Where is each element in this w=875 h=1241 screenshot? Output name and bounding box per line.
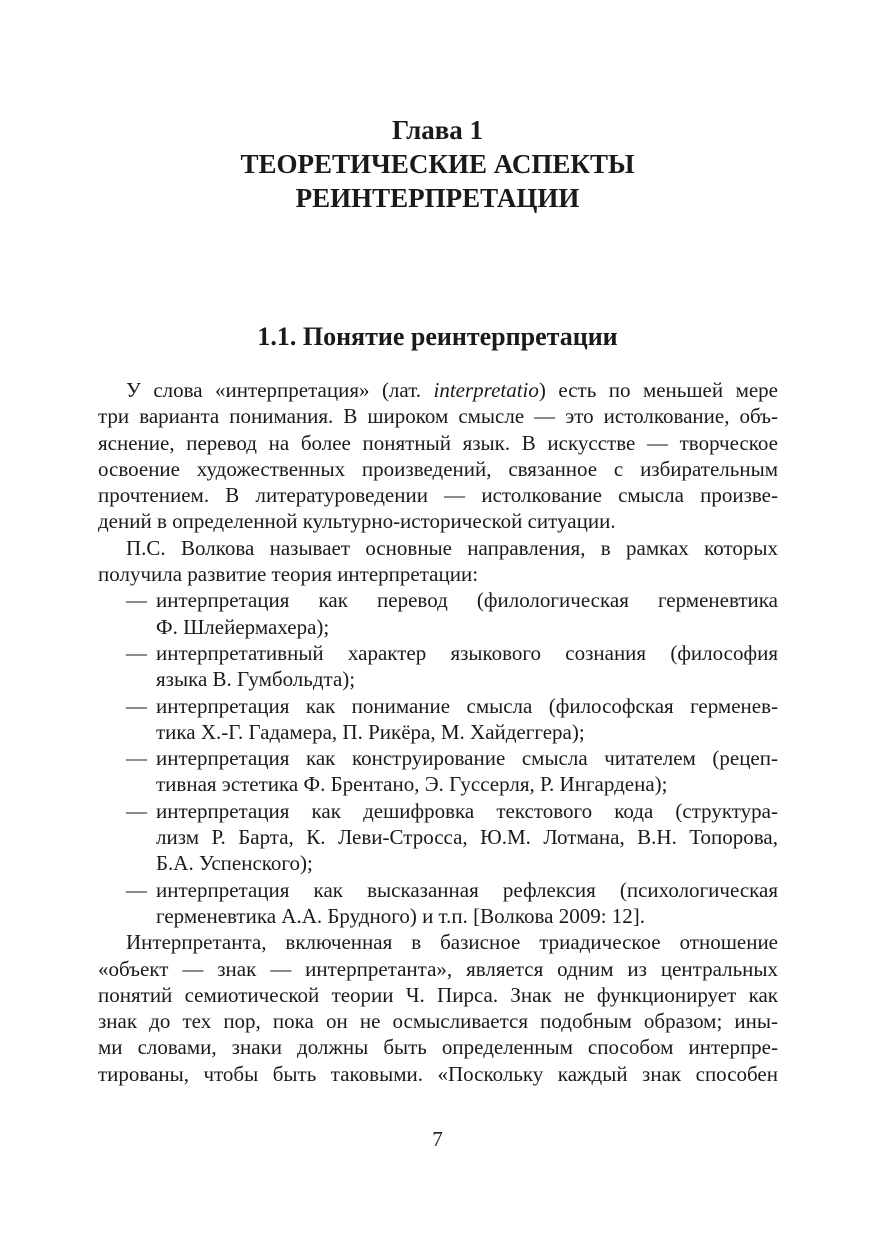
- list-line: герменевтика А.А. Брудного) и т.п. [Волкова 2009: 12].: [156, 903, 646, 928]
- paragraph-line: прочтением. В литературоведении — истолкование смысла произве-: [98, 483, 778, 508]
- page-number: 7: [432, 1127, 443, 1151]
- paragraph-line: освоение художественных произведений, связанное с избирательным: [98, 456, 778, 481]
- text-fragment: интерпретация как высказанная рефлексия (психологическая: [156, 877, 778, 902]
- paragraph-line: три варианта понимания. В широком смысле — это истолкование, объ-: [98, 404, 778, 429]
- chapter-header: [0, 113, 875, 215]
- list-line: [98, 640, 778, 666]
- list-line: тивная эстетика Ф. Брентано, Э. Гуссерля, Р. Ингардена);: [156, 772, 668, 797]
- text-fragment: интерпретативный характер языкового сознания (философия: [156, 640, 778, 665]
- list-line: [98, 745, 778, 771]
- paragraph-line: получила развитие теория интерпретации:: [98, 562, 479, 587]
- paragraph-line: ми словами, знаки должны быть определенным способом интерпре-: [98, 1035, 778, 1060]
- list-item: [98, 745, 778, 798]
- paragraph-1: [98, 377, 778, 535]
- paragraph-2: [98, 535, 778, 588]
- list-line: Б.А. Успенского);: [156, 851, 313, 876]
- paragraph-line: понятий семиотической теории Ч. Пирса. Знак не функционирует как: [98, 982, 778, 1007]
- list-item: [98, 640, 778, 693]
- chapter-title-line-1: ТЕОРЕТИЧЕСКИЕ АСПЕКТЫ: [240, 149, 635, 179]
- paragraph-line: [98, 377, 778, 403]
- list-line: Ф. Шлейермахера);: [156, 614, 330, 639]
- text-fragment: У слова «интерпретация» (лат.: [126, 378, 434, 402]
- list-line: тика Х.-Г. Гадамера, П. Рикёра, М. Хайдеггера);: [156, 719, 585, 744]
- dash-bullet: —: [126, 588, 147, 613]
- list-item: [98, 587, 778, 640]
- list-line: [98, 798, 778, 824]
- paragraph-line: тированы, чтобы быть таковыми. «Поскольку каждый знак способен: [98, 1061, 778, 1086]
- dash-bullet: —: [126, 693, 147, 718]
- text-fragment: интерпретация как дешифровка текстового кода (структура-: [156, 798, 778, 823]
- dash-bullet: —: [126, 746, 147, 771]
- list-line: лизм Р. Барта, К. Леви-Стросса, Ю.М. Лотмана, В.Н. Топорова,: [156, 825, 778, 850]
- chapter-label: Глава 1: [391, 115, 484, 145]
- paragraph-line: яснение, перевод на более понятный язык. В искусстве — творческое: [98, 430, 778, 455]
- section-heading: 1.1. Понятие реинтерпретации: [257, 322, 618, 351]
- paragraph-line: знак до тех пор, пока он не осмысливается подобным образом; ины-: [98, 1009, 778, 1034]
- text-fragment: ) есть по меньшей мере: [538, 378, 778, 402]
- body-text: [98, 377, 778, 1087]
- paragraph-line: «объект — знак — интерпретанта», является одним из центральных: [98, 956, 778, 981]
- dash-bullet: —: [126, 877, 147, 902]
- paragraph-line: Интерпретанта, включенная в базисное триадическое отношение: [126, 930, 778, 955]
- list-line: [98, 693, 778, 719]
- paragraph-line: П.С. Волкова называет основные направления, в рамках которых: [126, 535, 778, 560]
- chapter-title-line-2: РЕИНТЕРПРЕТАЦИИ: [295, 183, 580, 213]
- paragraph-3: [98, 929, 778, 1087]
- list-line: [98, 587, 778, 613]
- latin-term: interpretatio: [433, 378, 539, 402]
- directions-list: [98, 587, 778, 929]
- paragraph-line: дений в определенной культурно-исторической ситуации.: [98, 509, 616, 534]
- text-fragment: интерпретация как перевод (филологическая герменевтика: [156, 588, 778, 613]
- list-item: [98, 877, 778, 930]
- text-fragment: интерпретация как понимание смысла (философская герменев-: [156, 693, 778, 718]
- dash-bullet: —: [126, 640, 147, 665]
- dash-bullet: —: [126, 798, 147, 823]
- list-item: [98, 798, 778, 877]
- text-fragment: интерпретация как конструирование смысла читателем (рецеп-: [156, 746, 778, 771]
- list-line: [98, 877, 778, 903]
- list-line: языка В. Гумбольдта);: [156, 667, 356, 692]
- list-item: [98, 693, 778, 746]
